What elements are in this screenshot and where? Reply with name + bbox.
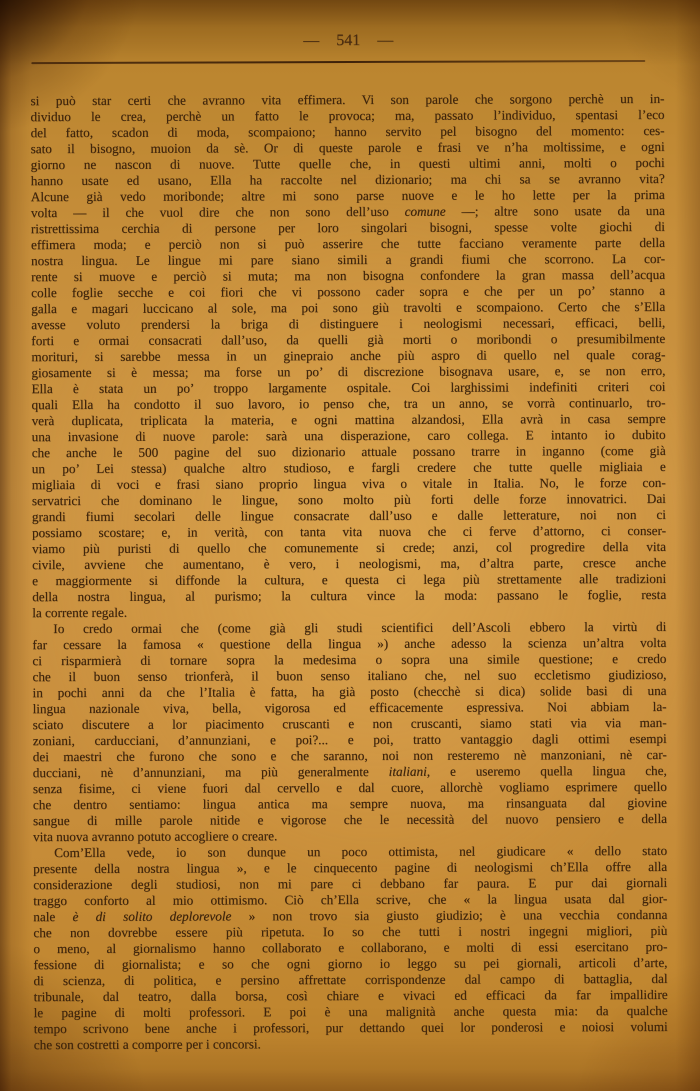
text-line: una invasione di nuove parole: sarà una disperazione, caro collega. E intanto io dubito bbox=[31, 426, 666, 445]
text-line: le pagine di molti professori. E poi è una malignità anche questa mia: da qualche bbox=[33, 1002, 668, 1021]
text-line: ci risparmierà di tornare sopra la medesima o sopra una simile questione; e credo bbox=[32, 650, 667, 669]
paragraph bbox=[32, 619, 667, 845]
text-line: migliaia di voci e frasi siano proprio lingua viva o vitale in Italia. No, le forze con- bbox=[31, 474, 666, 493]
text-line: giorno ne nascon di nuove. Tutte quelle che, in questi ultimi anni, molti o pochi bbox=[30, 154, 665, 173]
page-number: 541 bbox=[336, 31, 361, 50]
text-line: sangue di mille parole nitide e vigorose che le necessità del nuovo pensiero e della bbox=[32, 810, 667, 829]
text-line: giosamente si è messa; ma forse un po’ di discrezione bisognava usare, e, se non erro, bbox=[31, 362, 666, 381]
text-line: nale è di solito deplorevole » non trovo sia giusto giudizio; è una vecchia condanna bbox=[33, 906, 668, 925]
text-line: fessione di giornalista; e so che ogni giorno io leggo su pei giornali, articoli d’arte, bbox=[33, 954, 668, 973]
header-dash-left: — bbox=[303, 32, 320, 50]
text-line: sato il bisogno, muoion da sè. Or di queste parole e frasi ve n’ha moltissime, e ogni bbox=[30, 138, 665, 157]
text-line: dei maestri che furono che sono e che saranno, noi non resteremo nè manzoniani, nè car- bbox=[32, 746, 667, 765]
text-line: presente della nostra lingua », e le cinquecento pagine di neologismi ch’Ella offre alla bbox=[33, 858, 668, 877]
text-line: di scienza, di politica, e persino affrettate corrispondenze dal campo di battaglia, dal bbox=[33, 970, 668, 989]
text-line: quali Ella ha condotto il suo lavoro, io penso che, tra un anno, se vorrà continuarlo, tro- bbox=[31, 394, 666, 413]
text-line: Io credo ormai che (come già gli studi scientifici dell’Ascoli ebbero la virtù di bbox=[53, 618, 667, 637]
text-line: che non dovrebbe essere più ripetuta. Io so che tutti i nostri ingegni migliori, più bbox=[33, 922, 668, 941]
text-line: grandi fiumi secolari delle lingue consacrate dall’uso e dalle letterature, noi non ci bbox=[31, 506, 666, 525]
text-line: rente si muove e perciò si muta; ma non bisogna confondere la gran massa dell’acqua bbox=[31, 266, 666, 285]
text-line: considerazione degli studiosi, non mi pare ci debbano far paura. E pur dai giornali bbox=[33, 874, 668, 893]
text-line: ristrettissima cerchia di persone per loro singolari bisogni, spesse volte giochi di bbox=[30, 218, 665, 237]
text-line: effimera moda; e perciò non si può asserire che tutte facciano veramente parte della bbox=[30, 234, 665, 253]
text-line: che dentro sentiamo: lingua antica ma sempre nuova, ma rinsanguata dal giovine bbox=[32, 794, 667, 813]
text-line: far cessare la famosa « questione della lingua ») anche adesso la scienza un’altra volta bbox=[32, 634, 667, 653]
text-line: la corrente regale. bbox=[32, 604, 128, 621]
text-line: vita nuova avranno potuto accogliere o creare. bbox=[32, 828, 278, 845]
text-line: del fatto, scadon di moda, scompaiono; hanno servito pel bisogno del momento: ces- bbox=[30, 122, 665, 141]
text-line: servatrici che dominano le lingue, sono molto più forti delle forze innovatrici. Dai bbox=[31, 490, 666, 509]
text-line: che son costretti a comporre per i concorsi. bbox=[33, 1036, 261, 1053]
text-line: galla e magari luccicano al sole, ma poi sono giù travolti e scompaiono. Certo che s’Ella bbox=[31, 298, 666, 317]
text-line: della nostra lingua, al purismo; la cultura vince la moda: passano le foglie, resta bbox=[32, 586, 667, 605]
text-line: e maggiormente si diffonde la cultura, e questa ci lega più strettamente alle tradizioni bbox=[32, 570, 667, 589]
text-line: nostra lingua. Le lingue mi pare siano simili a grandi fiumi che scorrono. La cor- bbox=[30, 250, 666, 269]
text-line: forti e ormai consacrati dall’uso, da quelli già morti o moribondi o presumibilmente bbox=[31, 330, 666, 349]
text-line: avesse voluto prendersi la briga di distinguere i neologismi necessari, efficaci, belli, bbox=[31, 314, 666, 333]
text-line: o meno, al giornalismo hanno collaborato e collaborano, e molti di essi esercitano pro- bbox=[33, 938, 668, 957]
text-line: senza fisime, ci viene fuori dal cervello e dal cuore, allorchè vogliamo esprimere quello bbox=[32, 778, 667, 797]
text-line: possiamo scostare; e, in verità, con tanta vita nuova che ci ferve d’attorno, ci conser- bbox=[31, 522, 666, 541]
text-line: lingua nazionale viva, bella, vigorosa ed efficacemente espressiva. Noi abbiam la- bbox=[32, 698, 667, 717]
text-line: che anche le 500 pagine del suo dizionario attuale possano trarre in inganno (come già bbox=[31, 442, 666, 461]
text-line: zoniani, carducciani, d’annunziani, e poi?... e poi, tratto vantaggio dagli ottimi esempi bbox=[32, 730, 667, 749]
text-line: hanno usate ed usano, Ella ha raccolte nel dizionario; ma chi sa se avranno vita? bbox=[30, 170, 665, 189]
text-line: civile, avviene che aumentano, è vero, i neologismi, ma, d’altra parte, cresce anche bbox=[32, 554, 667, 573]
text-line: Ella è stata un po’ troppo largamente ospitale. Coi larghissimi indefiniti criteri coi bbox=[31, 378, 666, 397]
text-line: colle foglie secche e coi fiori che vi possono cader sopra e che per un po’ stanno a bbox=[31, 282, 666, 301]
text-line: tempo scrivono bene anche i professori, pur dettando quei lor ponderosi e noiosi volumi bbox=[33, 1018, 668, 1037]
page-text bbox=[30, 91, 667, 1053]
text-line: morituri, si sarebbe messa in un ginepraio anche più aspro di quello nel quale corag- bbox=[31, 346, 666, 365]
text-line: tribunale, dal teatro, dalla borsa, così chiare e vivaci ed efficaci da far impallidire bbox=[33, 986, 668, 1005]
text-line: dividuo le crea, perchè un fatto le provoca; ma, passato l’individuo, spentasi l’eco bbox=[30, 106, 665, 125]
text-line: ducciani, nè d’annunziani, ma più generalmente italiani, e useremo quella lingua che, bbox=[32, 762, 667, 781]
header-dash-right: — bbox=[377, 31, 394, 49]
page-header bbox=[0, 30, 698, 52]
header-rule bbox=[31, 60, 645, 64]
text-line: volta — il che vuol dire che non sono dell’uso comune —; altre sono usate da una bbox=[30, 202, 665, 221]
text-line: un po’ Lei stessa) qualche altro studioso, e fargli credere che tutte quelle migliaia e bbox=[31, 458, 666, 477]
text-line: verà duplicata, triplicata la materia, e ogni mattina alzandosi, Ella avrà in casa sempre bbox=[31, 410, 666, 429]
paragraph bbox=[33, 843, 668, 1053]
text-line: sciato discutere a lor piacimento cruscanti e non cruscanti, siamo stati via via man- bbox=[32, 714, 667, 733]
text-line: viamo più puristi di quello che comunemente si crede; anzi, col progredire della vita bbox=[31, 538, 667, 557]
paragraph bbox=[30, 91, 666, 621]
text-line: che il buon senso trionferà, il buon senso italiano che, nel suo eccletismo giudizioso, bbox=[32, 666, 667, 685]
text-line: si può star certi che avranno vita effimera. Vi son parole che sorgono perchè un in- bbox=[30, 90, 665, 109]
text-line: traggo conforto al mio ottimismo. Ciò ch’Ella scrive, che « la lingua usata dal gior- bbox=[33, 890, 668, 909]
text-line: in pochi anni da che l’Italia è fatta, ha già posto (checchè si dica) solide basi di una bbox=[32, 682, 667, 701]
text-line: Alcune già vedo moribonde; altre mi sono parse nuove e le ho lette per la prima bbox=[30, 186, 665, 205]
text-line: Com’Ella vede, io son dunque un poco ottimista, nel giudicare « dello stato bbox=[54, 842, 668, 861]
